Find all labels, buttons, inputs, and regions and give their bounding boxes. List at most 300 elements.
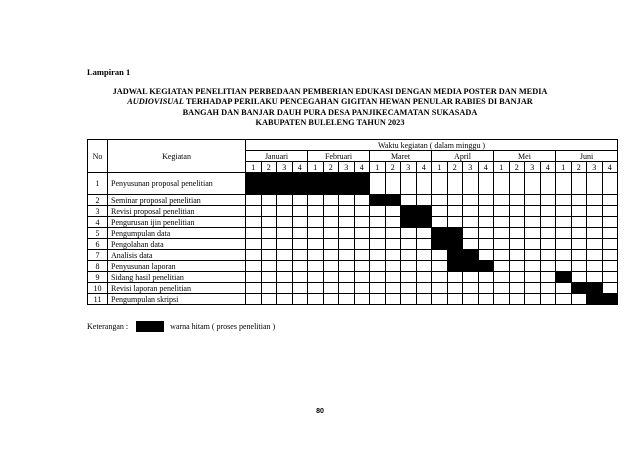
table-row: [88, 294, 618, 305]
schedule-cell: [370, 294, 386, 305]
schedule-cell: [308, 228, 324, 239]
schedule-cell: [416, 173, 432, 195]
row-number: 6: [88, 239, 108, 250]
schedule-cell: [478, 206, 494, 217]
table-row: [88, 228, 618, 239]
schedule-cell: [401, 250, 417, 261]
schedule-cell: [246, 217, 262, 228]
schedule-cell: [587, 206, 603, 217]
activity-name: Penyusunan proposal penelitian: [108, 173, 246, 195]
schedule-cell: [416, 228, 432, 239]
schedule-cell: [277, 206, 293, 217]
schedule-cell: [277, 239, 293, 250]
schedule-cell: [587, 228, 603, 239]
schedule-cell-active: [401, 217, 417, 228]
schedule-cell: [525, 283, 541, 294]
schedule-cell: [525, 272, 541, 283]
schedule-cell: [540, 283, 556, 294]
schedule-cell: [571, 206, 587, 217]
schedule-cell: [370, 239, 386, 250]
week-header: 3: [463, 162, 479, 173]
schedule-cell: [370, 217, 386, 228]
schedule-cell: [540, 239, 556, 250]
schedule-cell: [432, 217, 448, 228]
schedule-cell: [261, 250, 277, 261]
schedule-cell: [432, 195, 448, 206]
schedule-cell: [308, 195, 324, 206]
week-header: 4: [602, 162, 618, 173]
schedule-cell: [246, 250, 262, 261]
schedule-cell: [556, 206, 572, 217]
week-header: 4: [354, 162, 370, 173]
page-number: 80: [316, 408, 324, 415]
activity-name: Seminar proposal penelitian: [108, 195, 246, 206]
schedule-cell-active: [432, 228, 448, 239]
schedule-cell: [509, 239, 525, 250]
schedule-cell: [556, 294, 572, 305]
schedule-cell: [339, 195, 355, 206]
schedule-cell: [509, 206, 525, 217]
schedule-cell: [571, 228, 587, 239]
header-waktu: Waktu kegiatan ( dalam minggu ): [246, 140, 618, 151]
schedule-cell: [602, 195, 618, 206]
schedule-cell: [463, 195, 479, 206]
schedule-cell: [432, 206, 448, 217]
schedule-cell: [540, 195, 556, 206]
schedule-cell: [354, 283, 370, 294]
schedule-cell: [447, 294, 463, 305]
schedule-cell: [494, 294, 510, 305]
schedule-cell: [494, 195, 510, 206]
schedule-cell-active: [308, 173, 324, 195]
schedule-cell: [494, 228, 510, 239]
schedule-cell: [385, 272, 401, 283]
week-header: 2: [323, 162, 339, 173]
schedule-cell: [463, 228, 479, 239]
schedule-cell: [602, 250, 618, 261]
schedule-cell: [339, 294, 355, 305]
schedule-cell: [571, 195, 587, 206]
schedule-cell: [401, 283, 417, 294]
schedule-cell-active: [432, 239, 448, 250]
schedule-cell: [509, 294, 525, 305]
schedule-cell: [292, 228, 308, 239]
schedule-cell: [509, 283, 525, 294]
schedule-cell: [339, 261, 355, 272]
schedule-cell: [261, 294, 277, 305]
schedule-cell: [478, 239, 494, 250]
schedule-cell-active: [292, 173, 308, 195]
schedule-cell: [540, 228, 556, 239]
schedule-cell: [525, 206, 541, 217]
legend-label: Keterangan :: [87, 322, 129, 331]
schedule-cell: [292, 294, 308, 305]
schedule-cell: [494, 283, 510, 294]
schedule-cell: [556, 173, 572, 195]
schedule-cell-active: [463, 261, 479, 272]
schedule-cell: [354, 217, 370, 228]
week-header: 2: [261, 162, 277, 173]
schedule-cell: [339, 239, 355, 250]
week-header: 2: [509, 162, 525, 173]
schedule-cell: [370, 173, 386, 195]
schedule-cell: [308, 217, 324, 228]
row-number: 7: [88, 250, 108, 261]
week-header: 3: [525, 162, 541, 173]
schedule-cell: [540, 261, 556, 272]
schedule-cell: [463, 173, 479, 195]
schedule-cell: [339, 228, 355, 239]
schedule-cell: [525, 250, 541, 261]
schedule-cell: [602, 239, 618, 250]
activity-name: Sidang hasil penelitian: [108, 272, 246, 283]
schedule-cell-active: [416, 217, 432, 228]
schedule-cell-active: [401, 206, 417, 217]
schedule-cell: [494, 261, 510, 272]
schedule-cell: [370, 261, 386, 272]
schedule-cell: [401, 228, 417, 239]
schedule-cell: [416, 283, 432, 294]
schedule-cell: [339, 272, 355, 283]
schedule-cell: [401, 195, 417, 206]
schedule-cell: [416, 294, 432, 305]
schedule-cell: [277, 283, 293, 294]
schedule-cell: [354, 195, 370, 206]
schedule-cell: [478, 283, 494, 294]
title-line-2-italic: AUDIOVISUAL: [127, 97, 184, 107]
schedule-cell: [339, 217, 355, 228]
schedule-cell: [354, 239, 370, 250]
schedule-cell: [509, 250, 525, 261]
schedule-cell: [261, 239, 277, 250]
schedule-cell: [323, 228, 339, 239]
title-line-3: BANGAH DAN BANJAR DAUH PURA DESA PANJIKECAMATAN SUKASADA: [182, 107, 478, 117]
schedule-cell: [292, 217, 308, 228]
schedule-cell-active: [602, 294, 618, 305]
schedule-cell: [385, 283, 401, 294]
week-header: 1: [308, 162, 324, 173]
schedule-cell-active: [323, 173, 339, 195]
schedule-cell-active: [447, 228, 463, 239]
schedule-cell-active: [370, 195, 386, 206]
schedule-cell: [308, 206, 324, 217]
schedule-cell: [416, 239, 432, 250]
schedule-cell: [261, 272, 277, 283]
schedule-cell: [447, 195, 463, 206]
schedule-cell: [370, 272, 386, 283]
schedule-cell: [401, 173, 417, 195]
schedule-cell: [494, 217, 510, 228]
table-row: [88, 217, 618, 228]
activity-name: Analisis data: [108, 250, 246, 261]
legend: [87, 321, 275, 332]
legend-text: warna hitam ( proses penelitian ): [170, 322, 276, 331]
schedule-cell: [587, 217, 603, 228]
week-header: 3: [339, 162, 355, 173]
schedule-cell: [509, 228, 525, 239]
schedule-cell: [571, 239, 587, 250]
schedule-cell: [447, 173, 463, 195]
legend-swatch: [136, 321, 164, 332]
month-header: Januari: [246, 151, 308, 162]
schedule-cell: [463, 239, 479, 250]
week-header: 3: [587, 162, 603, 173]
schedule-cell: [246, 294, 262, 305]
schedule-cell: [525, 228, 541, 239]
schedule-cell: [494, 250, 510, 261]
schedule-cell-active: [246, 173, 262, 195]
activity-name: Pengumpulan data: [108, 228, 246, 239]
week-header: 2: [385, 162, 401, 173]
schedule-cell-active: [416, 206, 432, 217]
schedule-cell: [292, 283, 308, 294]
schedule-cell: [385, 206, 401, 217]
schedule-cell: [246, 195, 262, 206]
schedule-cell: [261, 261, 277, 272]
schedule-cell-active: [447, 261, 463, 272]
schedule-cell: [525, 217, 541, 228]
schedule-cell: [277, 272, 293, 283]
schedule-cell: [385, 261, 401, 272]
schedule-cell-active: [556, 272, 572, 283]
schedule-cell: [416, 195, 432, 206]
schedule-cell: [478, 272, 494, 283]
schedule-cell: [571, 261, 587, 272]
schedule-cell: [463, 272, 479, 283]
table-row: [88, 206, 618, 217]
schedule-cell: [447, 272, 463, 283]
schedule-cell: [432, 250, 448, 261]
schedule-cell: [385, 294, 401, 305]
activity-name: Penyusunan laporan: [108, 261, 246, 272]
schedule-cell: [370, 283, 386, 294]
table-row: [88, 239, 618, 250]
schedule-cell: [525, 294, 541, 305]
schedule-cell: [602, 261, 618, 272]
schedule-cell: [261, 283, 277, 294]
schedule-cell: [540, 272, 556, 283]
schedule-cell: [463, 283, 479, 294]
title-line-4: KABUPATEN BULELENG TAHUN 2023: [255, 118, 405, 128]
schedule-cell: [401, 272, 417, 283]
schedule-cell: [602, 206, 618, 217]
schedule-cell: [525, 173, 541, 195]
schedule-cell: [308, 283, 324, 294]
schedule-cell: [261, 228, 277, 239]
schedule-cell: [385, 228, 401, 239]
month-header: Februari: [308, 151, 370, 162]
schedule-cell-active: [447, 250, 463, 261]
schedule-cell: [432, 294, 448, 305]
schedule-cell: [556, 283, 572, 294]
schedule-cell: [339, 250, 355, 261]
schedule-cell: [478, 173, 494, 195]
schedule-cell: [323, 283, 339, 294]
schedule-cell: [354, 250, 370, 261]
schedule-cell: [261, 217, 277, 228]
schedule-cell: [587, 272, 603, 283]
schedule-cell: [323, 239, 339, 250]
schedule-cell: [509, 272, 525, 283]
activity-name: Pengolahan data: [108, 239, 246, 250]
schedule-cell: [354, 294, 370, 305]
activity-name: Revisi proposal penelitian: [108, 206, 246, 217]
schedule-cell: [246, 283, 262, 294]
schedule-cell: [246, 228, 262, 239]
schedule-cell: [308, 250, 324, 261]
schedule-cell: [323, 294, 339, 305]
schedule-cell: [478, 250, 494, 261]
activity-name: Revisi laporan penelitian: [108, 283, 246, 294]
row-number: 8: [88, 261, 108, 272]
month-header: April: [432, 151, 494, 162]
schedule-cell-active: [447, 239, 463, 250]
row-number: 3: [88, 206, 108, 217]
schedule-cell: [292, 250, 308, 261]
schedule-cell: [323, 217, 339, 228]
header-kegiatan: Kegiatan: [108, 140, 246, 173]
schedule-cell: [525, 261, 541, 272]
table-row: [88, 283, 618, 294]
schedule-cell: [401, 261, 417, 272]
schedule-cell: [556, 250, 572, 261]
row-number: 10: [88, 283, 108, 294]
schedule-cell: [432, 173, 448, 195]
week-header: 3: [401, 162, 417, 173]
schedule-cell: [354, 206, 370, 217]
schedule-cell: [292, 239, 308, 250]
lampiran-label: Lampiran 1: [87, 67, 131, 77]
table-row: [88, 250, 618, 261]
week-header: 3: [277, 162, 293, 173]
schedule-cell: [509, 195, 525, 206]
schedule-cell: [556, 261, 572, 272]
week-header: 2: [571, 162, 587, 173]
schedule-cell: [385, 173, 401, 195]
row-number: 5: [88, 228, 108, 239]
month-header: Mei: [494, 151, 556, 162]
week-header: 1: [494, 162, 510, 173]
schedule-cell: [571, 173, 587, 195]
header-no: No: [88, 140, 108, 173]
schedule-cell: [587, 250, 603, 261]
activity-name: Pengurusan ijin penelitian: [108, 217, 246, 228]
schedule-cell: [277, 294, 293, 305]
schedule-cell: [432, 283, 448, 294]
schedule-cell: [556, 217, 572, 228]
schedule-cell-active: [339, 173, 355, 195]
schedule-cell: [571, 217, 587, 228]
schedule-cell-active: [587, 283, 603, 294]
row-number: 2: [88, 195, 108, 206]
schedule-cell: [354, 272, 370, 283]
schedule-cell: [432, 261, 448, 272]
week-header: 1: [556, 162, 572, 173]
schedule-cell: [261, 195, 277, 206]
schedule-cell: [339, 283, 355, 294]
schedule-cell: [354, 261, 370, 272]
title-line-2-rest: TERHADAP PERILAKU PENCEGAHAN GIGITAN HEWAN PENULAR RABIES DI BANJAR: [183, 97, 533, 107]
schedule-cell: [509, 217, 525, 228]
schedule-cell: [478, 294, 494, 305]
schedule-cell: [385, 217, 401, 228]
schedule-cell: [246, 239, 262, 250]
week-header: 1: [370, 162, 386, 173]
schedule-cell: [308, 239, 324, 250]
schedule-cell: [246, 272, 262, 283]
schedule-cell: [494, 272, 510, 283]
schedule-cell-active: [587, 294, 603, 305]
table-row: [88, 272, 618, 283]
schedule-cell: [525, 195, 541, 206]
schedule-cell: [463, 294, 479, 305]
month-header: Maret: [370, 151, 432, 162]
schedule-cell: [308, 294, 324, 305]
activity-name: Pengumpulan skripsi: [108, 294, 246, 305]
schedule-cell: [540, 294, 556, 305]
schedule-cell: [602, 217, 618, 228]
title-line-1: JADWAL KEGIATAN PENELITIAN PERBEDAAN PEMBERIAN EDUKASI DENGAN MEDIA POSTER DAN MEDIA: [112, 87, 548, 96]
schedule-cell: [246, 261, 262, 272]
schedule-cell: [587, 239, 603, 250]
schedule-cell: [587, 261, 603, 272]
schedule-cell: [463, 206, 479, 217]
schedule-cell: [447, 217, 463, 228]
schedule-cell: [292, 195, 308, 206]
schedule-cell: [277, 250, 293, 261]
week-header: 1: [246, 162, 262, 173]
schedule-cell: [292, 206, 308, 217]
schedule-cell: [509, 261, 525, 272]
week-header: 4: [416, 162, 432, 173]
title-line-2: [80, 97, 580, 107]
schedule-cell: [323, 195, 339, 206]
schedule-cell: [540, 217, 556, 228]
schedule-cell: [587, 195, 603, 206]
schedule-cell: [354, 228, 370, 239]
schedule-cell: [292, 272, 308, 283]
schedule-cell: [525, 239, 541, 250]
row-number: 4: [88, 217, 108, 228]
schedule-cell: [556, 228, 572, 239]
schedule-cell: [494, 206, 510, 217]
schedule-cell-active: [571, 283, 587, 294]
schedule-cell: [602, 173, 618, 195]
schedule-cell: [370, 250, 386, 261]
schedule-cell: [556, 195, 572, 206]
schedule-cell: [509, 173, 525, 195]
schedule-cell: [401, 239, 417, 250]
schedule-cell-active: [478, 261, 494, 272]
table-row: [88, 261, 618, 272]
schedule-cell: [323, 261, 339, 272]
week-header: 4: [478, 162, 494, 173]
schedule-cell: [416, 250, 432, 261]
schedule-cell-active: [277, 173, 293, 195]
schedule-cell: [292, 261, 308, 272]
week-header: 4: [292, 162, 308, 173]
schedule-cell: [246, 206, 262, 217]
schedule-cell: [463, 217, 479, 228]
schedule-cell: [540, 250, 556, 261]
schedule-cell: [602, 228, 618, 239]
schedule-cell: [571, 272, 587, 283]
week-header: 4: [540, 162, 556, 173]
schedule-cell: [602, 272, 618, 283]
schedule-cell: [277, 228, 293, 239]
schedule-cell: [571, 294, 587, 305]
schedule-cell: [277, 195, 293, 206]
